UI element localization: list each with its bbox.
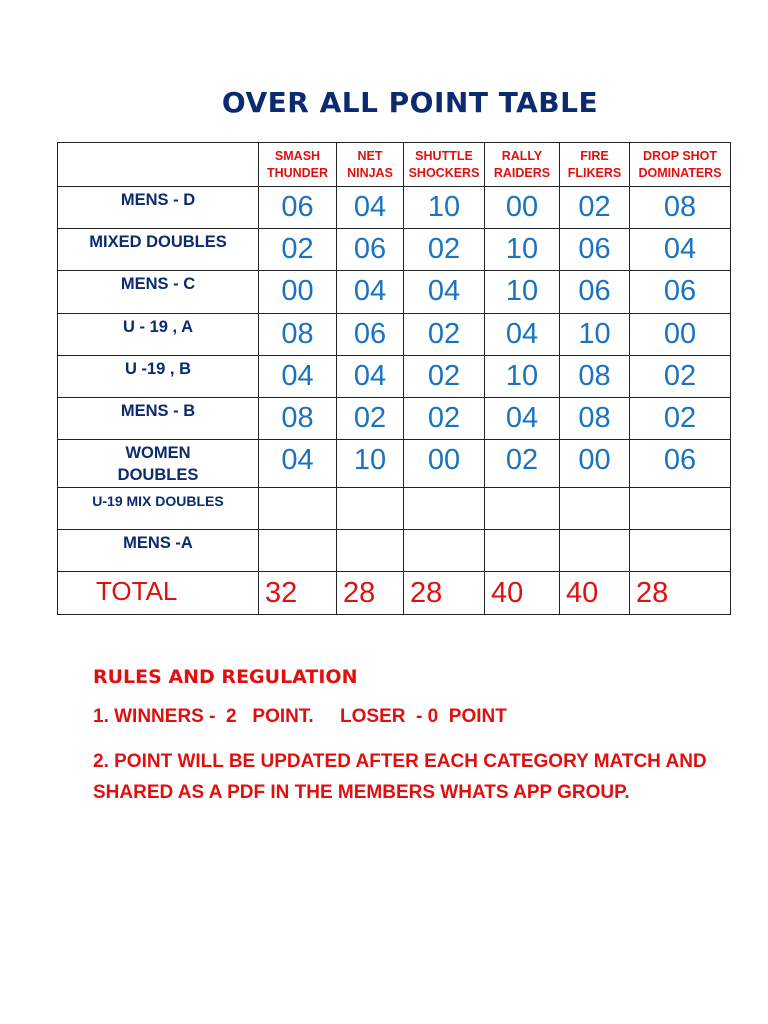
score-cell: 06	[630, 440, 731, 488]
score-cell: 10	[404, 187, 485, 229]
score-cell: 06	[630, 271, 731, 314]
score-cell: 02	[404, 356, 485, 398]
team-header: SHUTTLE SHOCKERS	[404, 143, 485, 187]
rule-item: 1. WINNERS - 2 POINT. LOSER - 0 POINT	[93, 706, 507, 727]
team-header: RALLY RAIDERS	[485, 143, 560, 187]
rules-heading: RULES AND REGULATION	[93, 666, 358, 688]
score-cell	[485, 530, 560, 572]
score-cell: 02	[630, 398, 731, 440]
score-cell: 04	[337, 187, 404, 229]
score-cell: 04	[337, 356, 404, 398]
score-cell: 08	[259, 398, 337, 440]
score-cell: 04	[630, 229, 731, 271]
category-row	[58, 398, 731, 440]
score-cell: 06	[337, 229, 404, 271]
total-label: TOTAL	[58, 572, 259, 615]
category-label: MIXED DOUBLES	[58, 229, 259, 271]
score-cell: 00	[630, 314, 731, 356]
score-cell	[259, 488, 337, 530]
category-row	[58, 314, 731, 356]
score-cell: 10	[560, 314, 630, 356]
score-cell: 04	[485, 314, 560, 356]
team-header: SMASH THUNDER	[259, 143, 337, 187]
total-value: 28	[404, 572, 485, 615]
score-cell: 00	[259, 271, 337, 314]
score-cell	[404, 488, 485, 530]
category-label: WOMEN DOUBLES	[58, 440, 259, 488]
score-cell: 04	[259, 440, 337, 488]
score-cell: 02	[404, 229, 485, 271]
category-label: U-19 MIX DOUBLES	[58, 488, 259, 530]
score-cell: 10	[485, 356, 560, 398]
category-row	[58, 440, 731, 488]
score-cell: 08	[560, 356, 630, 398]
page-title: OVER ALL POINT TABLE	[221, 86, 599, 119]
score-cell: 06	[337, 314, 404, 356]
score-cell	[560, 530, 630, 572]
score-cell	[259, 530, 337, 572]
category-label: U -19 , B	[58, 356, 259, 398]
team-header: FIRE FLIKERS	[560, 143, 630, 187]
total-value: 40	[560, 572, 630, 615]
score-cell	[630, 488, 731, 530]
score-cell	[630, 530, 731, 572]
score-cell: 10	[337, 440, 404, 488]
category-label: MENS -A	[58, 530, 259, 572]
total-row	[58, 572, 731, 615]
score-cell: 00	[485, 187, 560, 229]
score-cell: 08	[259, 314, 337, 356]
category-row	[58, 229, 731, 271]
score-cell: 02	[404, 314, 485, 356]
score-cell: 02	[337, 398, 404, 440]
category-label: U - 19 , A	[58, 314, 259, 356]
score-cell: 04	[259, 356, 337, 398]
score-cell: 02	[560, 187, 630, 229]
score-cell: 04	[485, 398, 560, 440]
category-label: MENS - C	[58, 271, 259, 314]
score-cell	[337, 488, 404, 530]
score-cell: 08	[630, 187, 731, 229]
total-value: 32	[259, 572, 337, 615]
score-cell: 02	[485, 440, 560, 488]
total-value: 28	[337, 572, 404, 615]
score-cell: 04	[404, 271, 485, 314]
category-row	[58, 530, 731, 572]
score-cell: 00	[404, 440, 485, 488]
score-cell	[404, 530, 485, 572]
score-cell	[560, 488, 630, 530]
category-row	[58, 488, 731, 530]
category-row	[58, 187, 731, 229]
score-cell: 10	[485, 229, 560, 271]
score-cell	[485, 488, 560, 530]
category-row	[58, 271, 731, 314]
score-cell: 10	[485, 271, 560, 314]
score-cell: 02	[259, 229, 337, 271]
category-label: MENS - D	[58, 187, 259, 229]
score-cell: 02	[404, 398, 485, 440]
score-cell: 02	[630, 356, 731, 398]
corner-cell	[58, 143, 259, 187]
score-cell: 00	[560, 440, 630, 488]
category-row	[58, 356, 731, 398]
point-table	[57, 142, 731, 615]
header-row	[58, 143, 731, 187]
score-cell: 08	[560, 398, 630, 440]
score-cell	[337, 530, 404, 572]
score-cell: 04	[337, 271, 404, 314]
rule-item: 2. POINT WILL BE UPDATED AFTER EACH CATEGORY MATCH AND SHARED AS A PDF IN THE MEMBERS WHATS APP GROUP.	[93, 751, 707, 803]
total-value: 28	[630, 572, 731, 615]
total-value: 40	[485, 572, 560, 615]
score-cell: 06	[560, 229, 630, 271]
category-label: MENS - B	[58, 398, 259, 440]
score-cell: 06	[259, 187, 337, 229]
team-header: NET NINJAS	[337, 143, 404, 187]
score-cell: 06	[560, 271, 630, 314]
team-header: DROP SHOT DOMINATERS	[630, 143, 731, 187]
